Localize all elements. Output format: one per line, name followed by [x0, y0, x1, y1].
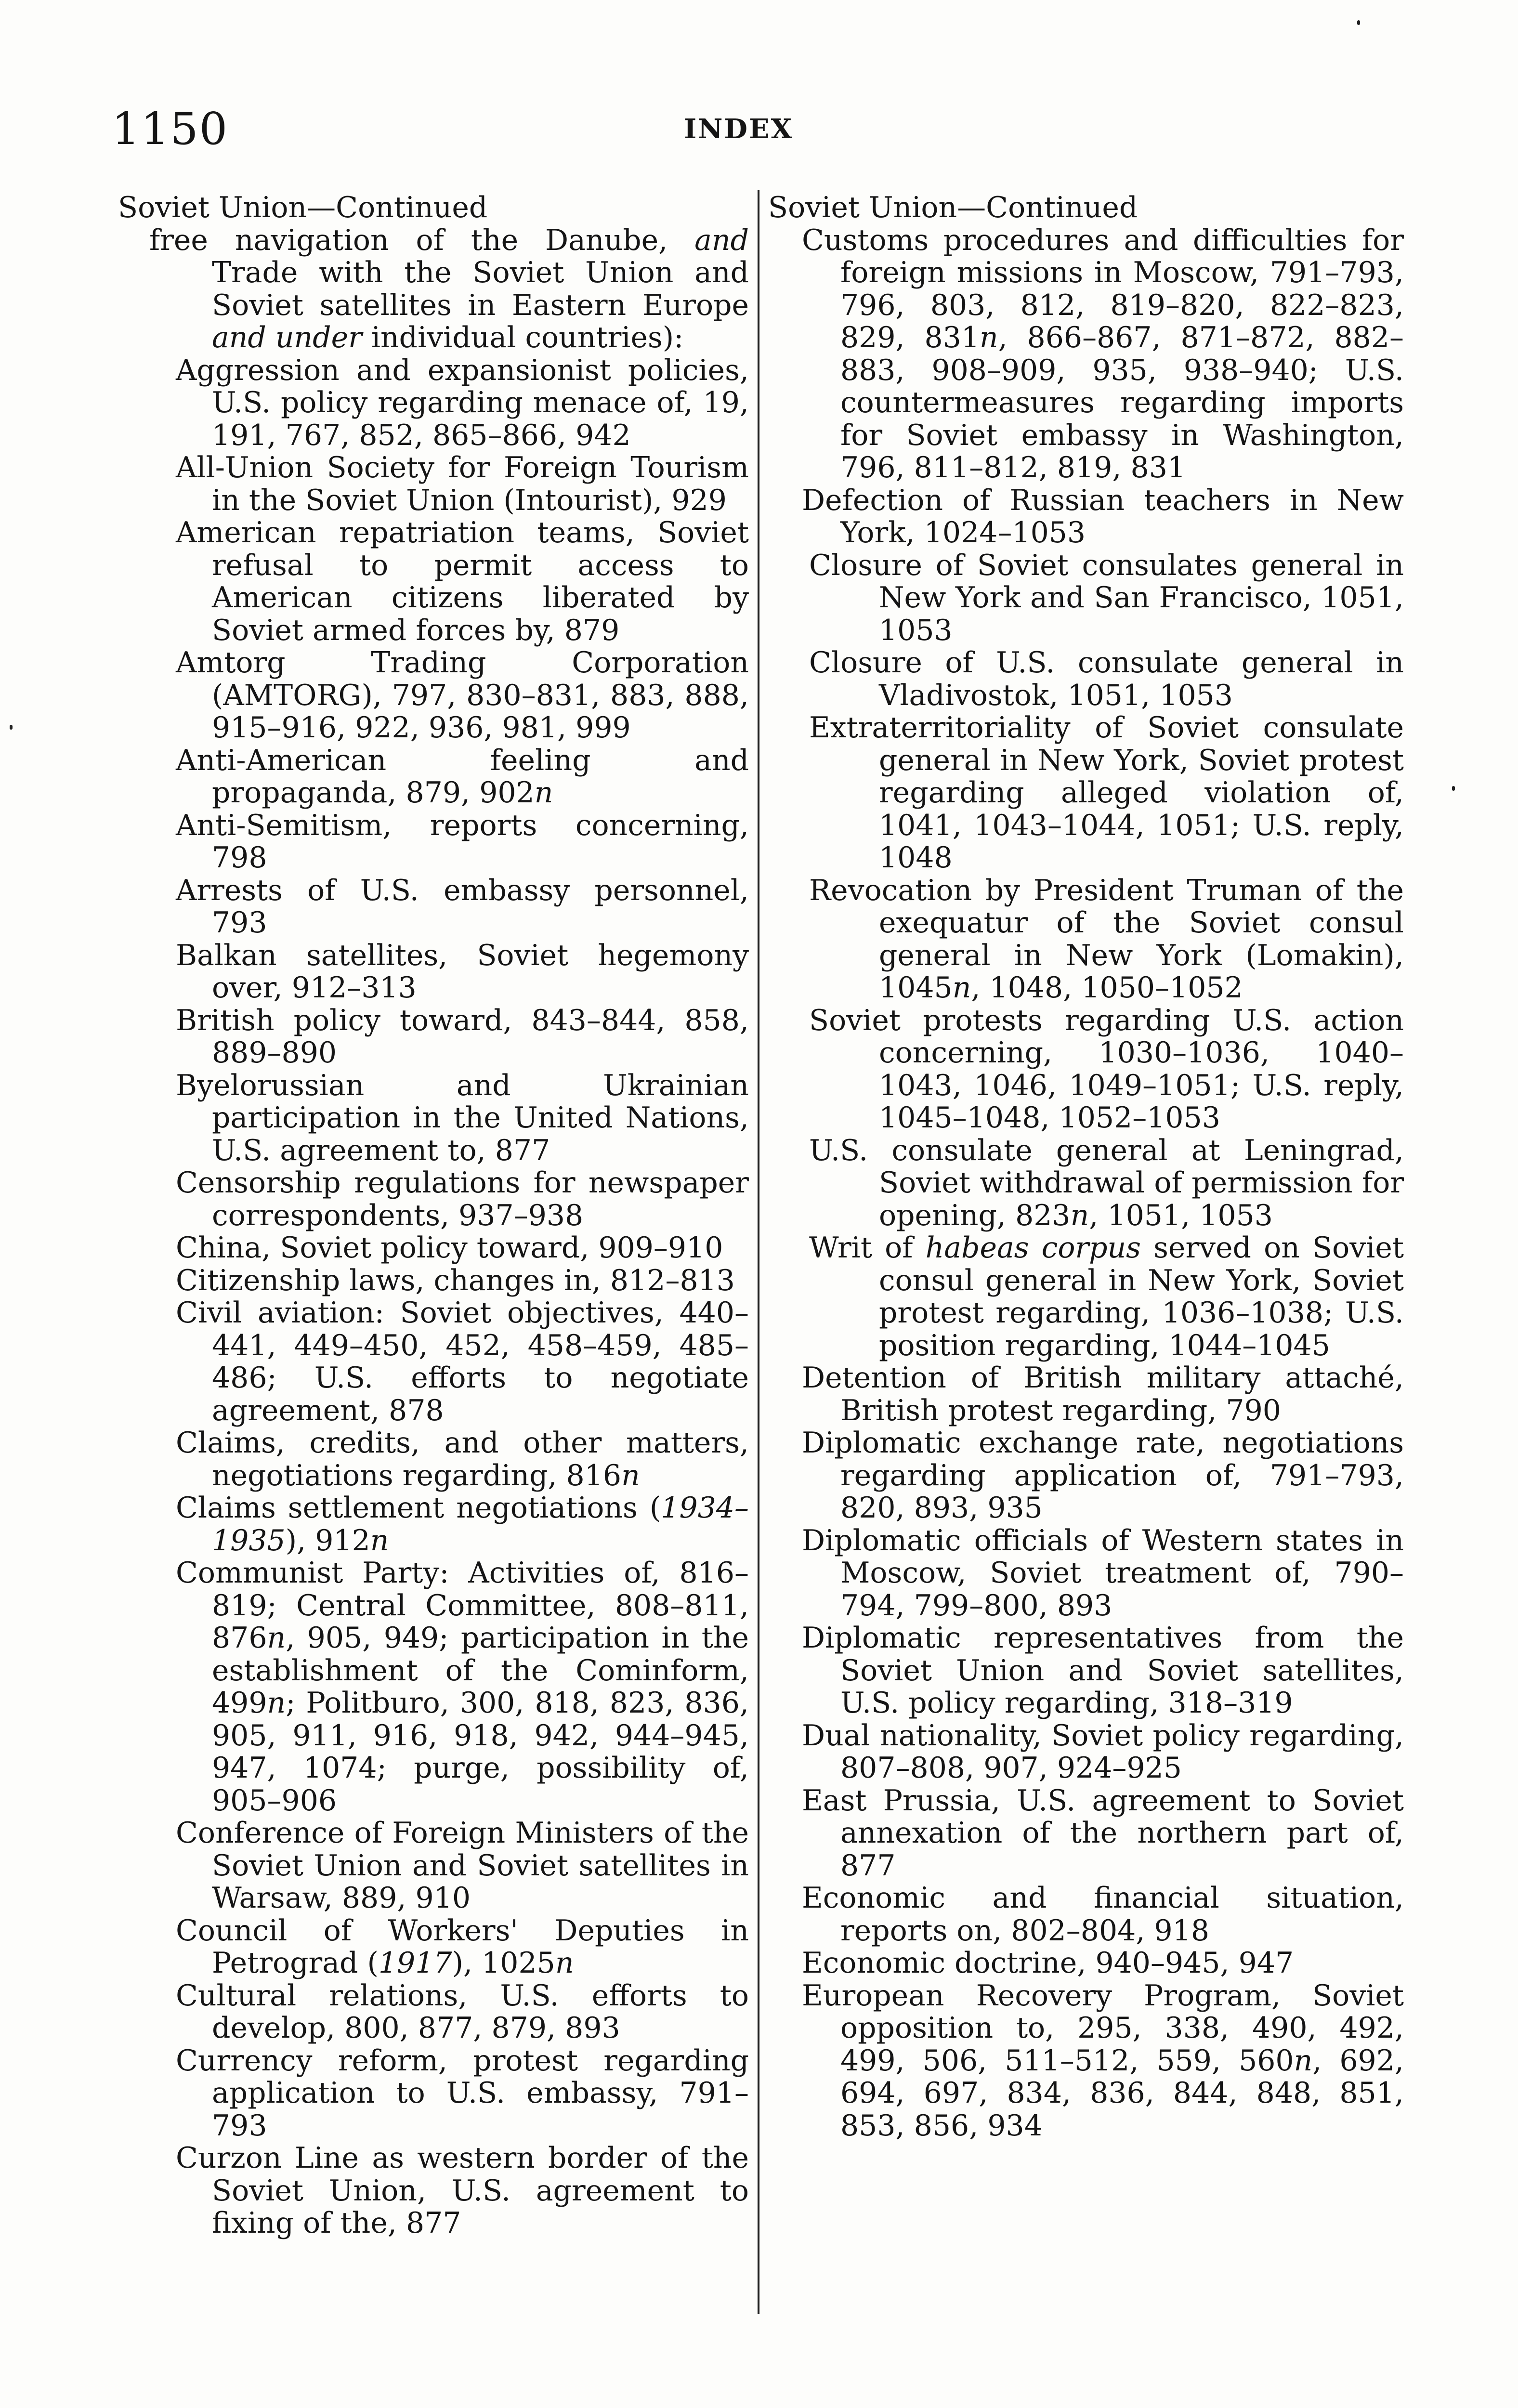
left-entry-list — [118, 354, 749, 2240]
column-divider — [758, 190, 759, 2314]
page-number: 1150 — [112, 103, 229, 155]
index-subentry: Conference of Foreign Ministers of the Soviet Union and Soviet satellites in Warsaw, 889, 910 — [176, 1816, 749, 1915]
index-entry: Economic and financial situation, reports on, 802–804, 918 — [802, 1881, 1404, 1948]
scan-speck — [1357, 20, 1360, 25]
index-subentry: Anti-Semitism, reports concerning, 798 — [176, 808, 749, 875]
index-subentry: Amtorg Trading Corporation (AMTORG), 797, 830–831, 883, 888, 915–916, 922, 936, 981, 999 — [176, 646, 749, 745]
index-entry: East Prussia, U.S. agreement to Soviet annexation of the northern part of, 877 — [802, 1783, 1404, 1883]
index-entry: Customs procedures and difficulties for foreign missions in Moscow, 791–793, 796, 803, 812, 819–820, 822–823, 829, 831n, 866–867, 871–872, 882–883, 908–909, 935, 938–940; U.S. countermeasures regarding imports for Soviet embassy in Washington, 796, 811–812, 819, 831 — [802, 223, 1404, 484]
index-entry: Dual nationality, Soviet policy regarding, 807–808, 907, 924–925 — [802, 1718, 1404, 1785]
right-column — [768, 192, 1404, 2142]
index-subentry: Claims settlement negotiations (1934–1935), 912n — [176, 1491, 749, 1557]
index-entry-intro: free navigation of the Danube, and Trade with the Soviet Union and Soviet satellites in Eastern Europe and under individual countries): — [149, 223, 749, 354]
index-entry: European Recovery Program, Soviet opposition to, 295, 338, 490, 492, 499, 506, 511–512, 559, 560n, 692, 694, 697, 834, 836, 844, 848, 851, 853, 856, 934 — [802, 1978, 1404, 2143]
left-column — [118, 192, 749, 2240]
index-subentry: Anti-American feeling and propaganda, 879, 902n — [176, 743, 749, 810]
defection-subentries — [768, 550, 1404, 1362]
index-entry: Diplomatic officials of Western states in Moscow, Soviet treatment of, 790–794, 799–800, 893 — [802, 1523, 1404, 1623]
index-subentry: Balkan satellites, Soviet hegemony over, 912–313 — [176, 938, 749, 1005]
defection-subentry: Closure of Soviet consulates general in New York and San Francisco, 1051, 1053 — [809, 548, 1404, 647]
index-subentry: Citizenship laws, changes in, 812–813 — [176, 1263, 735, 1297]
index-entry: Detention of British military attaché, British protest regarding, 790 — [802, 1361, 1404, 1427]
index-subentry: Council of Workers' Deputies in Petrograd (1917), 1025n — [176, 1913, 749, 1980]
defection-subentry: U.S. consulate general at Leningrad, Soviet withdrawal of permission for opening, 823n, 1051, 1053 — [809, 1133, 1404, 1232]
index-subentry: Byelorussian and Ukrainian participation in the United Nations, U.S. agreement to, 877 — [176, 1068, 749, 1167]
index-subentry: Cultural relations, U.S. efforts to develop, 800, 877, 879, 893 — [176, 1978, 749, 2045]
index-subentry: All-Union Society for Foreign Tourism in the Soviet Union (Intourist), 929 — [176, 451, 749, 517]
index-subentry: Curzon Line as western border of the Soviet Union, U.S. agreement to fixing of the, 877 — [176, 2141, 749, 2240]
index-subentry: British policy toward, 843–844, 858, 889–890 — [176, 1003, 749, 1070]
defection-subentry: Writ of habeas corpus served on Soviet consul general in New York, Soviet protest regarding, 1036–1038; U.S. position regarding, 1044–1045 — [809, 1231, 1404, 1362]
right-entry-list-bottom — [768, 1362, 1404, 2142]
index-subentry: Currency reform, protest regarding application to U.S. embassy, 791–793 — [176, 2043, 749, 2143]
scan-speck — [1452, 786, 1455, 791]
continued-heading: Soviet Union—Continued — [118, 191, 488, 224]
index-subentry: Claims, credits, and other matters, negotiations regarding, 816n — [176, 1426, 749, 1492]
index-subentry: Aggression and expansionist policies, U.S. policy regarding menace of, 19, 191, 767, 852, 865–866, 942 — [176, 353, 749, 452]
defection-subentry: Closure of U.S. consulate general in Vladivostok, 1051, 1053 — [809, 646, 1404, 712]
index-subentry: China, Soviet policy toward, 909–910 — [176, 1231, 723, 1265]
index-subentry: Arrests of U.S. embassy personnel, 793 — [176, 873, 749, 940]
index-subentry: American repatriation teams, Soviet refusal to permit access to American citizens liberated by Soviet armed forces by, 879 — [176, 516, 749, 647]
scan-speck — [10, 725, 13, 730]
continued-heading-right: Soviet Union—Continued — [768, 191, 1138, 224]
defection-subentry: Revocation by President Truman of the exequatur of the Soviet consul general in New York (Lomakin), 1045n, 1048, 1050–1052 — [809, 873, 1404, 1005]
index-subentry: Censorship regulations for newspaper correspondents, 937–938 — [176, 1166, 749, 1232]
running-head: INDEX — [684, 113, 794, 145]
defection-subentry: Soviet protests regarding U.S. action concerning, 1030–1036, 1040–1043, 1046, 1049–1051; U.S. reply, 1045–1048, 1052–1053 — [809, 1003, 1404, 1135]
defection-subentry: Extraterritoriality of Soviet consulate general in New York, Soviet protest regarding alleged violation of, 1041, 1043–1044, 1051; U.S. reply, 1048 — [809, 711, 1404, 875]
index-entry: Diplomatic exchange rate, negotiations regarding application of, 791–793, 820, 893, 935 — [802, 1426, 1404, 1525]
index-entry: Economic doctrine, 940–945, 947 — [802, 1946, 1294, 1980]
index-entry: Diplomatic representatives from the Soviet Union and Soviet satellites, U.S. policy regarding, 318–319 — [802, 1621, 1404, 1720]
defection-heading: Defection of Russian teachers in New York, 1024–1053 — [802, 483, 1404, 550]
right-entry-list-top — [768, 224, 1404, 484]
index-subentry: Communist Party: Activities of, 816–819; Central Committee, 808–811, 876n, 905, 949; participation in the establishment of the Cominform, 499n; Politburo, 300, 818, 823, 836, 905, 911, 916, 918, 942, 944–945, 947, 1074; purge, possibility of, 905–906 — [176, 1556, 749, 1818]
index-subentry: Civil aviation: Soviet objectives, 440–441, 449–450, 452, 458–459, 485–486; U.S. efforts to negotiate agreement, 878 — [176, 1296, 749, 1427]
